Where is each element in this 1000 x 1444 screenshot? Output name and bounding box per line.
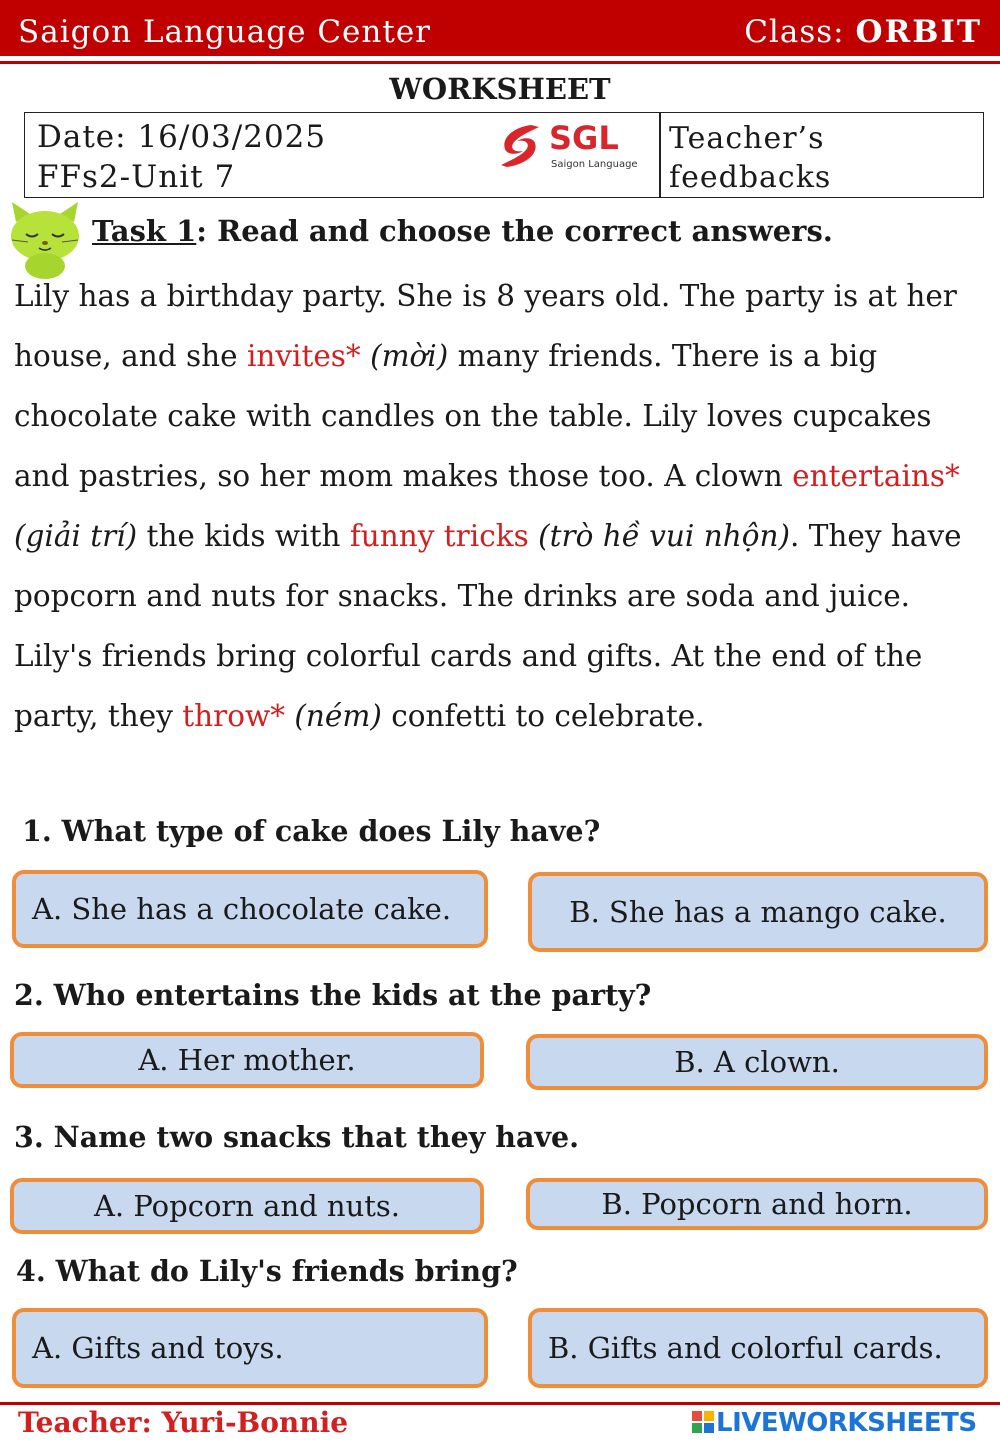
task-label: Task 1 [92, 214, 197, 248]
sgl-logo [493, 117, 649, 175]
vocab-gloss: (trò hề vui nhộn) [528, 519, 790, 553]
liveworksheets-brand: LIVEWORKSHEETS [716, 1408, 977, 1438]
passage-text: the kids with [137, 519, 350, 553]
q3-option-b[interactable]: B. Popcorn and horn. [526, 1178, 988, 1230]
question-3: 3. Name two snacks that they have. [14, 1120, 580, 1154]
task-instruction: : Read and choose the correct answers. [196, 214, 833, 248]
worksheet-title: WORKSHEET [389, 72, 611, 106]
passage-text: . They have popcorn and nuts for snacks. The drinks are soda and juice. Lily's friends bring colorful cards and gifts. At the end of the party, they [14, 519, 962, 733]
question-2: 2. Who entertains the kids at the party? [14, 978, 652, 1012]
teacher-feedback-label: Teacher’s feedbacks [669, 121, 832, 195]
passage-text: confetti to celebrate. [381, 699, 705, 733]
passage-text: many friends. There is a big chocolate cake with candles on the table. Lily loves cupcakes and pastries, so her mom makes those too. A clown [14, 339, 932, 493]
unit-text: FFs2-Unit 7 [37, 159, 236, 195]
vocab-word: invites* [246, 339, 361, 373]
center-name: Saigon Language Center [18, 14, 431, 50]
vocab-word: entertains* [792, 459, 960, 493]
logo-text: SGL [549, 119, 619, 157]
teacher-name: Teacher: Yuri-Bonnie [18, 1406, 349, 1439]
q2-option-a[interactable]: A. Her mother. [10, 1032, 484, 1088]
q3-option-a[interactable]: A. Popcorn and nuts. [10, 1178, 484, 1234]
vocab-word: funny tricks [349, 519, 529, 553]
task-title [92, 214, 833, 248]
vocab-gloss: (giải trí) [14, 519, 138, 553]
question-1: 1. What type of cake does Lily have? [22, 814, 601, 848]
info-divider [659, 113, 661, 197]
vocab-gloss: (mời) [360, 339, 449, 373]
footer-rule [0, 1402, 1000, 1405]
header-rule [0, 61, 1000, 64]
class-label: Class: [744, 14, 845, 50]
info-box [24, 112, 984, 198]
liveworksheets-logo [692, 1408, 988, 1438]
liveworksheets-logo-icon [692, 1411, 714, 1433]
class-info [744, 14, 982, 50]
q1-option-a[interactable]: A. She has a chocolate cake. [12, 870, 488, 948]
sgl-swoosh-icon [493, 117, 549, 175]
q4-option-b[interactable]: B. Gifts and colorful cards. [528, 1308, 988, 1388]
question-4: 4. What do Lily's friends bring? [16, 1254, 518, 1288]
class-name: ORBIT [855, 14, 982, 50]
vocab-gloss: (ném) [285, 699, 382, 733]
q1-option-b[interactable]: B. She has a mango cake. [528, 872, 988, 952]
logo-subtext: Saigon Language [551, 159, 638, 170]
date-text: Date: 16/03/2025 [37, 119, 327, 155]
vocab-word: throw* [182, 699, 286, 733]
q2-option-b[interactable]: B. A clown. [526, 1034, 988, 1090]
reading-passage [14, 266, 986, 746]
q4-option-a[interactable]: A. Gifts and toys. [12, 1308, 488, 1388]
passage-text: Lily has a birthday party. She is 8 years old. The party is at her house, and she [14, 279, 957, 373]
